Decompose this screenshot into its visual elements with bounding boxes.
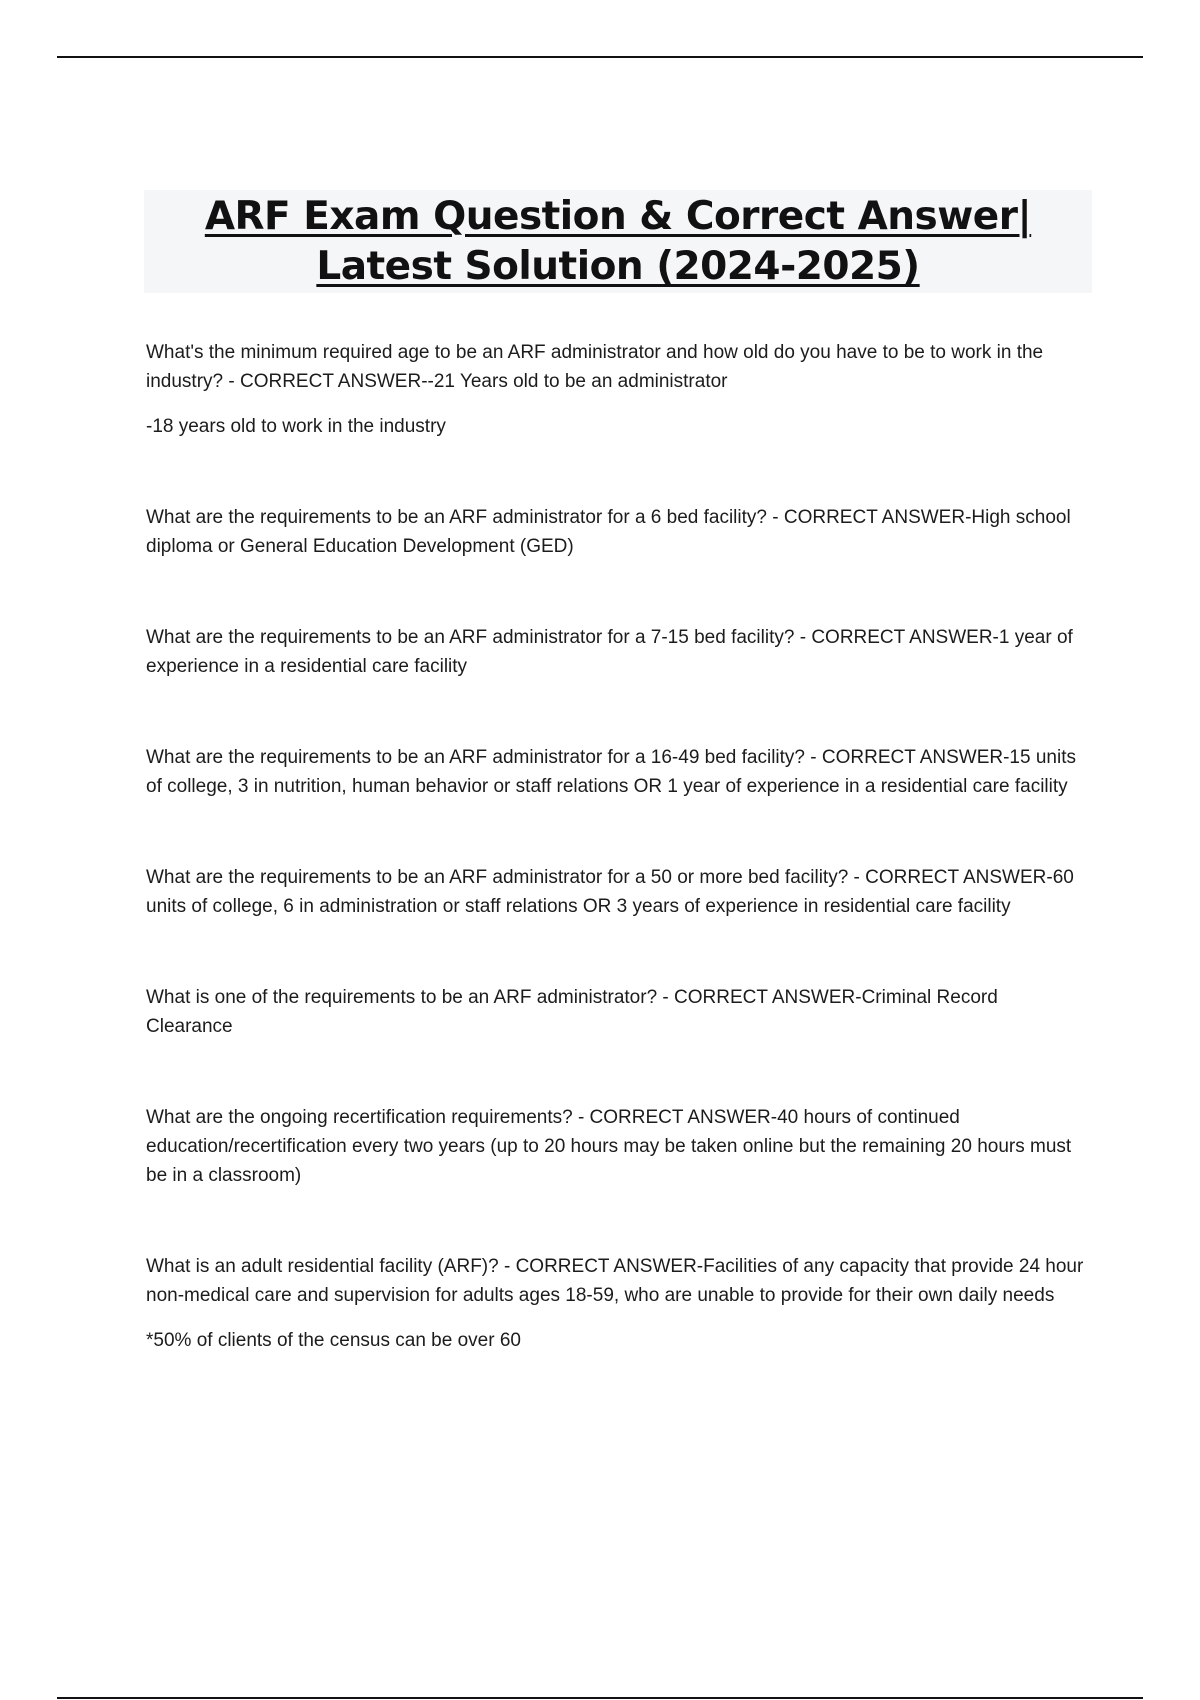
qa-text: What are the requirements to be an ARF administrator for a 16-49 bed facility? - CORRECT ANSWER-15 units of college, 3 in nutrition, human behavior or staff relations OR 1 year of experience in a residential care facility	[146, 747, 1076, 797]
qa-text: What are the ongoing recertification requirements? - CORRECT ANSWER-40 hours of continued education/recertification every two years (up to 20 hours may be taken online but the remaining 20 hours must be in a classroom)	[146, 1107, 1072, 1186]
qa-item	[146, 983, 1086, 1041]
qa-item	[146, 338, 1086, 441]
qa-item	[146, 503, 1086, 561]
title-banner	[144, 190, 1092, 293]
qa-item	[146, 1252, 1086, 1355]
qa-text: What is an adult residential facility (ARF)? - CORRECT ANSWER-Facilities of any capacity that provide 24 hour non-medical care and supervision for adults ages 18-59, who are unable to provide for their own daily needs	[146, 1256, 1084, 1306]
qa-item	[146, 743, 1086, 801]
qa-list	[146, 338, 1086, 1417]
qa-note: *50% of clients of the census can be over 60	[146, 1330, 521, 1351]
qa-item	[146, 863, 1086, 921]
qa-item	[146, 1103, 1086, 1190]
qa-item	[146, 623, 1086, 681]
qa-text: What are the requirements to be an ARF administrator for a 6 bed facility? - CORRECT ANSWER-High school diploma or General Education Development (GED)	[146, 507, 1071, 557]
page-title-line-1: ARF Exam Question & Correct Answer|	[204, 194, 1032, 239]
qa-text: What's the minimum required age to be an ARF administrator and how old do you have to be to work in the industry? - CORRECT ANSWER--21 Years old to be an administrator	[146, 342, 1044, 392]
bottom-divider	[57, 1697, 1143, 1699]
qa-text: What are the requirements to be an ARF administrator for a 50 or more bed facility? - CORRECT ANSWER-60 units of college, 6 in administration or staff relations OR 3 years of experience in residential care facility	[146, 867, 1074, 917]
qa-text: What are the requirements to be an ARF administrator for a 7-15 bed facility? - CORRECT ANSWER-1 year of experience in a residential care facility	[146, 627, 1073, 677]
qa-note: -18 years old to work in the industry	[146, 416, 446, 437]
qa-text: What is one of the requirements to be an ARF administrator? - CORRECT ANSWER-Criminal Record Clearance	[146, 987, 998, 1037]
page-title-line-2: Latest Solution (2024-2025)	[316, 244, 920, 289]
top-divider	[57, 56, 1143, 58]
